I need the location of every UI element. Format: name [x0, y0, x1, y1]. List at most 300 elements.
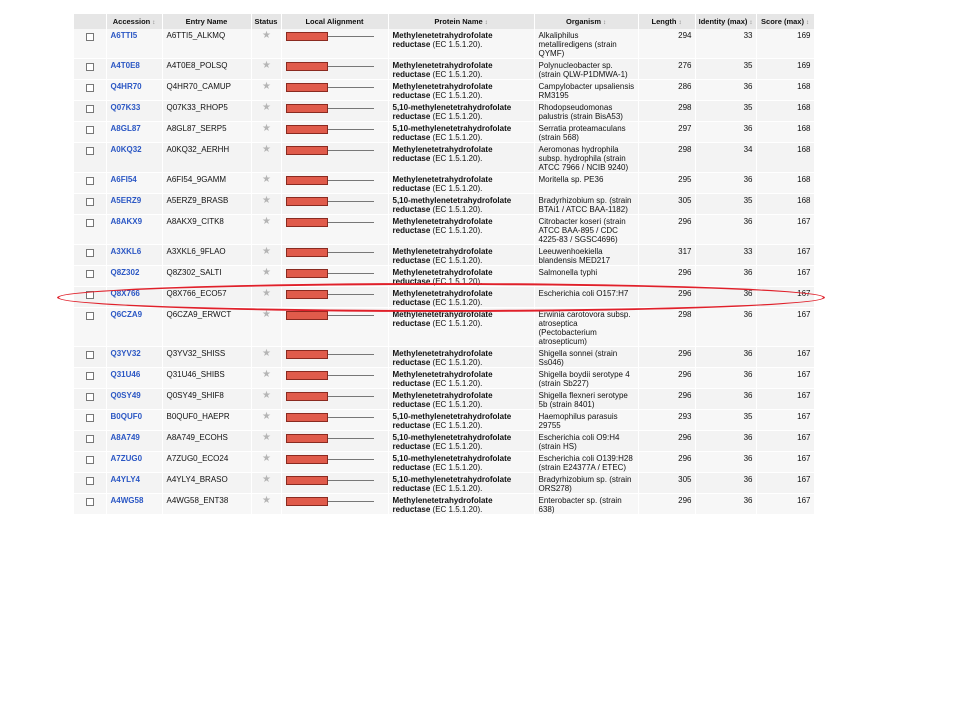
- row-select-checkbox[interactable]: [86, 498, 94, 506]
- alignment-bar[interactable]: [286, 392, 328, 401]
- length-value: 295: [678, 175, 692, 184]
- accession-link[interactable]: Q07K33: [110, 103, 141, 112]
- length-cell: [638, 389, 695, 410]
- organism-name: Moritella sp. PE36: [538, 175, 604, 184]
- protein-name-ec: (EC 1.5.1.20).: [432, 319, 483, 328]
- sort-arrows-icon[interactable]: ↕: [484, 20, 488, 26]
- organism-cell: [534, 122, 638, 143]
- protein-name-cell: [388, 173, 534, 194]
- organism-cell: [534, 368, 638, 389]
- select-cell: [74, 368, 106, 389]
- alignment-bar[interactable]: [286, 248, 328, 257]
- column-header-organism[interactable]: [534, 14, 638, 29]
- row-select-checkbox[interactable]: [86, 177, 94, 185]
- alignment-bar[interactable]: [286, 311, 328, 320]
- alignment-bar[interactable]: [286, 269, 328, 278]
- accession-link[interactable]: A8GL87: [110, 124, 141, 133]
- organism-cell: [534, 287, 638, 308]
- entry-name-cell: [162, 122, 251, 143]
- column-header-score[interactable]: [756, 14, 814, 29]
- score-value: 167: [797, 370, 811, 379]
- alignment-track: [286, 268, 374, 280]
- entry-name-cell: [162, 410, 251, 431]
- status-cell: [251, 389, 281, 410]
- table-row: [74, 101, 814, 122]
- identity-cell: [695, 194, 756, 215]
- accession-link[interactable]: A8A749: [110, 433, 140, 442]
- organism-name: Campylobacter upsaliensis RM3195: [538, 82, 635, 100]
- entry-name-cell: [162, 452, 251, 473]
- accession-cell: [106, 173, 162, 194]
- score-cell: [756, 431, 814, 452]
- identity-value: 36: [743, 268, 753, 277]
- alignment-track: [286, 433, 374, 445]
- accession-link[interactable]: Q8X766: [110, 289, 140, 298]
- length-value: 305: [678, 196, 692, 205]
- alignment-bar[interactable]: [286, 62, 328, 71]
- column-header-label: Entry Name: [185, 17, 228, 26]
- alignment-track: [286, 196, 374, 208]
- accession-link[interactable]: A7ZUG0: [110, 454, 143, 463]
- protein-name-ec: (EC 1.5.1.20).: [432, 256, 483, 265]
- score-cell: [756, 80, 814, 101]
- protein-name-bold: Methylenetetrahydrofolate reductase: [392, 310, 493, 328]
- score-value: 168: [797, 196, 811, 205]
- alignment-bar[interactable]: [286, 176, 328, 185]
- alignment-cell: [281, 389, 388, 410]
- length-value: 296: [678, 289, 692, 298]
- organism-cell: [534, 452, 638, 473]
- results-table: [74, 14, 815, 515]
- entry-name-cell: [162, 308, 251, 347]
- score-value: 167: [797, 475, 811, 484]
- unreviewed-star-icon: ★: [262, 81, 271, 92]
- alignment-bar[interactable]: [286, 104, 328, 113]
- identity-cell: [695, 452, 756, 473]
- select-cell: [74, 80, 106, 101]
- select-cell: [74, 122, 106, 143]
- organism-name: Shigella sonnei (strain Ss046): [538, 349, 618, 367]
- entry-name-cell: [162, 389, 251, 410]
- protein-name-ec: (EC 1.5.1.20).: [432, 379, 483, 388]
- alignment-bar[interactable]: [286, 455, 328, 464]
- organism-name: Alkaliphilus metalliredigens (strain QYMF): [538, 31, 617, 58]
- protein-name-bold: 5,10-methylenetetrahydrofolate reductase: [392, 475, 512, 493]
- protein-name-ec: (EC 1.5.1.20).: [432, 505, 483, 514]
- identity-value: 36: [743, 175, 753, 184]
- score-cell: [756, 101, 814, 122]
- identity-cell: [695, 389, 756, 410]
- unreviewed-star-icon: ★: [262, 144, 271, 155]
- entry-name: Q4HR70_CAMUP: [166, 82, 231, 91]
- score-cell: [756, 389, 814, 410]
- sort-arrows-icon[interactable]: ↕: [749, 20, 753, 26]
- entry-name-cell: [162, 59, 251, 80]
- protein-name-ec: (EC 1.5.1.20).: [432, 40, 483, 49]
- table-body: [74, 29, 814, 515]
- identity-value: 36: [743, 433, 753, 442]
- row-select-checkbox[interactable]: [86, 270, 94, 278]
- score-value: 168: [797, 103, 811, 112]
- identity-cell: [695, 122, 756, 143]
- alignment-cell: [281, 308, 388, 347]
- row-select-checkbox[interactable]: [86, 393, 94, 401]
- score-cell: [756, 410, 814, 431]
- entry-name: A4T0E8_POLSQ: [166, 61, 228, 70]
- protein-name-ec: (EC 1.5.1.20).: [432, 298, 483, 307]
- table-row: [74, 143, 814, 173]
- protein-name-bold: 5,10-methylenetetrahydrofolate reductase: [392, 196, 512, 214]
- identity-cell: [695, 368, 756, 389]
- accession-link[interactable]: A5ERZ9: [110, 196, 142, 205]
- alignment-bar[interactable]: [286, 413, 328, 422]
- organism-cell: [534, 173, 638, 194]
- entry-name: A8AKX9_CITK8: [166, 217, 224, 226]
- identity-cell: [695, 494, 756, 515]
- length-cell: [638, 143, 695, 173]
- status-cell: [251, 347, 281, 368]
- protein-name-ec: (EC 1.5.1.20).: [432, 421, 483, 430]
- length-cell: [638, 494, 695, 515]
- protein-name-ec: (EC 1.5.1.20).: [432, 358, 483, 367]
- organism-name: Erwinia carotovora subsp. atroseptica (Pectobacterium atrosepticum): [538, 310, 631, 346]
- accession-link[interactable]: B0QUF0: [110, 412, 143, 421]
- organism-cell: [534, 29, 638, 59]
- entry-name-cell: [162, 287, 251, 308]
- organism-name: Polynucleobacter sp. (strain QLW-P1DMWA-1): [538, 61, 628, 79]
- identity-value: 36: [743, 370, 753, 379]
- status-cell: [251, 194, 281, 215]
- select-cell: [74, 431, 106, 452]
- accession-link[interactable]: Q6CZA9: [110, 310, 143, 319]
- length-value: 297: [678, 124, 692, 133]
- accession-link[interactable]: A6TTI5: [110, 31, 138, 40]
- alignment-track: [286, 175, 374, 187]
- row-select-checkbox[interactable]: [86, 312, 94, 320]
- protein-name-bold: Methylenetetrahydrofolate reductase: [392, 175, 493, 193]
- organism-cell: [534, 194, 638, 215]
- select-cell: [74, 287, 106, 308]
- table-row: [74, 431, 814, 452]
- score-value: 167: [797, 349, 811, 358]
- score-cell: [756, 308, 814, 347]
- select-cell: [74, 245, 106, 266]
- unreviewed-star-icon: ★: [262, 102, 271, 113]
- entry-name-cell: [162, 245, 251, 266]
- length-cell: [638, 266, 695, 287]
- length-cell: [638, 245, 695, 266]
- score-cell: [756, 368, 814, 389]
- identity-value: 35: [743, 61, 753, 70]
- row-select-checkbox[interactable]: [86, 372, 94, 380]
- identity-value: 36: [743, 310, 753, 319]
- alignment-bar[interactable]: [286, 32, 328, 41]
- alignment-cell: [281, 143, 388, 173]
- identity-value: 35: [743, 412, 753, 421]
- identity-cell: [695, 29, 756, 59]
- score-cell: [756, 173, 814, 194]
- unreviewed-star-icon: ★: [262, 60, 271, 71]
- alignment-cell: [281, 368, 388, 389]
- protein-name-bold: 5,10-methylenetetrahydrofolate reductase: [392, 433, 512, 451]
- protein-name-cell: [388, 473, 534, 494]
- status-cell: [251, 245, 281, 266]
- alignment-bar[interactable]: [286, 434, 328, 443]
- alignment-bar[interactable]: [286, 146, 328, 155]
- row-select-checkbox[interactable]: [86, 219, 94, 227]
- alignment-bar[interactable]: [286, 350, 328, 359]
- organism-name: Enterobacter sp. (strain 638): [538, 496, 622, 514]
- row-select-checkbox[interactable]: [86, 414, 94, 422]
- identity-value: 34: [743, 145, 753, 154]
- row-select-checkbox[interactable]: [86, 147, 94, 155]
- score-value: 167: [797, 433, 811, 442]
- length-cell: [638, 368, 695, 389]
- length-cell: [638, 431, 695, 452]
- identity-cell: [695, 287, 756, 308]
- row-select-checkbox[interactable]: [86, 456, 94, 464]
- sort-arrows-icon[interactable]: ↕: [152, 20, 156, 26]
- organism-cell: [534, 389, 638, 410]
- identity-value: 36: [743, 475, 753, 484]
- organism-cell: [534, 410, 638, 431]
- status-cell: [251, 431, 281, 452]
- accession-cell: [106, 122, 162, 143]
- protein-name-ec: (EC 1.5.1.20).: [432, 205, 483, 214]
- length-cell: [638, 29, 695, 59]
- row-select-checkbox[interactable]: [86, 33, 94, 41]
- score-cell: [756, 194, 814, 215]
- unreviewed-star-icon: ★: [262, 246, 271, 257]
- column-header-label: Local Alignment: [305, 17, 364, 26]
- status-cell: [251, 308, 281, 347]
- alignment-bar[interactable]: [286, 83, 328, 92]
- accession-cell: [106, 194, 162, 215]
- accession-cell: [106, 143, 162, 173]
- entry-name: A0KQ32_AERHH: [166, 145, 230, 154]
- protein-name-ec: (EC 1.5.1.20).: [432, 400, 483, 409]
- length-value: 296: [678, 349, 692, 358]
- protein-name-ec: (EC 1.5.1.20).: [432, 154, 483, 163]
- status-cell: [251, 59, 281, 80]
- length-value: 276: [678, 61, 692, 70]
- score-cell: [756, 59, 814, 80]
- unreviewed-star-icon: ★: [262, 348, 271, 359]
- alignment-track: [286, 412, 374, 424]
- table-row: [74, 410, 814, 431]
- organism-name: Rhodopseudomonas palustris (strain BisA53): [538, 103, 623, 121]
- unreviewed-star-icon: ★: [262, 309, 271, 320]
- alignment-track: [286, 124, 374, 136]
- protein-name-cell: [388, 194, 534, 215]
- entry-name: Q0SY49_SHIF8: [166, 391, 224, 400]
- sort-arrows-icon[interactable]: ↕: [678, 20, 682, 26]
- protein-name-ec: (EC 1.5.1.20).: [432, 133, 483, 142]
- organism-name: Leeuwenhoekiella blandensis MED217: [538, 247, 611, 265]
- identity-value: 33: [743, 31, 753, 40]
- column-header-length[interactable]: [638, 14, 695, 29]
- table-row: [74, 29, 814, 59]
- entry-name: Q31U46_SHIBS: [166, 370, 225, 379]
- table-row: [74, 473, 814, 494]
- row-select-checkbox[interactable]: [86, 84, 94, 92]
- entry-name: Q8X766_ECO57: [166, 289, 227, 298]
- unreviewed-star-icon: ★: [262, 30, 271, 41]
- accession-link[interactable]: A4T0E8: [110, 61, 140, 70]
- accession-link[interactable]: A8AKX9: [110, 217, 143, 226]
- select-cell: [74, 308, 106, 347]
- entry-name-cell: [162, 431, 251, 452]
- row-select-checkbox[interactable]: [86, 291, 94, 299]
- row-select-checkbox[interactable]: [86, 435, 94, 443]
- organism-cell: [534, 80, 638, 101]
- sort-arrows-icon[interactable]: ↕: [603, 20, 606, 26]
- protein-name-bold: Methylenetetrahydrofolate reductase: [392, 268, 493, 286]
- score-value: 169: [797, 61, 811, 70]
- row-select-checkbox[interactable]: [86, 126, 94, 134]
- identity-cell: [695, 308, 756, 347]
- accession-link[interactable]: Q4HR70: [110, 82, 142, 91]
- score-value: 168: [797, 124, 811, 133]
- select-cell: [74, 389, 106, 410]
- unreviewed-star-icon: ★: [262, 474, 271, 485]
- alignment-cell: [281, 173, 388, 194]
- accession-link[interactable]: Q8Z302: [110, 268, 140, 277]
- protein-name-cell: [388, 452, 534, 473]
- organism-name: Haemophilus parasuis 29755: [538, 412, 618, 430]
- entry-name-cell: [162, 143, 251, 173]
- table-header-row: [74, 14, 814, 29]
- select-cell: [74, 266, 106, 287]
- entry-name: A8GL87_SERP5: [166, 124, 227, 133]
- status-cell: [251, 368, 281, 389]
- identity-cell: [695, 347, 756, 368]
- protein-name-ec: (EC 1.5.1.20).: [432, 226, 483, 235]
- accession-link[interactable]: Q0SY49: [110, 391, 141, 400]
- status-cell: [251, 494, 281, 515]
- column-header-identity[interactable]: [695, 14, 756, 29]
- unreviewed-star-icon: ★: [262, 453, 271, 464]
- table-row: [74, 122, 814, 143]
- alignment-bar[interactable]: [286, 371, 328, 380]
- alignment-bar[interactable]: [286, 125, 328, 134]
- unreviewed-star-icon: ★: [262, 411, 271, 422]
- entry-name: Q6CZA9_ERWCT: [166, 310, 232, 319]
- row-select-checkbox[interactable]: [86, 351, 94, 359]
- score-value: 168: [797, 82, 811, 91]
- alignment-cell: [281, 452, 388, 473]
- accession-link[interactable]: Q31U46: [110, 370, 141, 379]
- accession-link[interactable]: A0KQ32: [110, 145, 142, 154]
- organism-cell: [534, 494, 638, 515]
- protein-name-ec: (EC 1.5.1.20).: [432, 112, 483, 121]
- score-cell: [756, 143, 814, 173]
- protein-name-bold: Methylenetetrahydrofolate reductase: [392, 61, 493, 79]
- alignment-cell: [281, 194, 388, 215]
- protein-name-cell: [388, 308, 534, 347]
- accession-link[interactable]: A6FI54: [110, 175, 137, 184]
- protein-name-bold: 5,10-methylenetetrahydrofolate reductase: [392, 103, 512, 121]
- alignment-bar[interactable]: [286, 497, 328, 506]
- organism-cell: [534, 101, 638, 122]
- column-header-select: [74, 14, 106, 29]
- entry-name: A4WG58_ENT38: [166, 496, 229, 505]
- entry-name-cell: [162, 215, 251, 245]
- alignment-track: [286, 454, 374, 466]
- alignment-bar[interactable]: [286, 476, 328, 485]
- row-select-checkbox[interactable]: [86, 198, 94, 206]
- accession-link[interactable]: A4YLY4: [110, 475, 140, 484]
- length-cell: [638, 80, 695, 101]
- protein-name-cell: [388, 368, 534, 389]
- accession-cell: [106, 452, 162, 473]
- protein-name-cell: [388, 287, 534, 308]
- score-cell: [756, 287, 814, 308]
- length-cell: [638, 287, 695, 308]
- organism-name: Salmonella typhi: [538, 268, 598, 277]
- column-header-protein[interactable]: [388, 14, 534, 29]
- alignment-cell: [281, 266, 388, 287]
- alignment-bar[interactable]: [286, 197, 328, 206]
- protein-name-cell: [388, 245, 534, 266]
- alignment-cell: [281, 101, 388, 122]
- score-cell: [756, 29, 814, 59]
- alignment-track: [286, 145, 374, 157]
- organism-name: Shigella boydii serotype 4 (strain Sb227): [538, 370, 630, 388]
- alignment-bar[interactable]: [286, 290, 328, 299]
- protein-name-bold: Methylenetetrahydrofolate reductase: [392, 289, 493, 307]
- alignment-track: [286, 496, 374, 508]
- organism-name: Citrobacter koseri (strain ATCC BAA-895 / CDC 4225-83 / SGSC4696): [538, 217, 626, 244]
- accession-link[interactable]: A3XKL6: [110, 247, 142, 256]
- protein-name-cell: [388, 410, 534, 431]
- unreviewed-star-icon: ★: [262, 216, 271, 227]
- organism-name: Bradyrhizobium sp. (strain ORS278): [538, 475, 632, 493]
- organism-cell: [534, 143, 638, 173]
- organism-cell: [534, 308, 638, 347]
- identity-cell: [695, 215, 756, 245]
- status-cell: [251, 410, 281, 431]
- column-header-label: Identity (max): [698, 17, 748, 26]
- row-select-checkbox[interactable]: [86, 105, 94, 113]
- row-select-checkbox[interactable]: [86, 477, 94, 485]
- status-cell: [251, 215, 281, 245]
- entry-name: Q3YV32_SHISS: [166, 349, 226, 358]
- row-select-checkbox[interactable]: [86, 63, 94, 71]
- length-value: 296: [678, 391, 692, 400]
- length-value: 296: [678, 370, 692, 379]
- alignment-track: [286, 370, 374, 382]
- alignment-track: [286, 247, 374, 259]
- status-cell: [251, 452, 281, 473]
- unreviewed-star-icon: ★: [262, 369, 271, 380]
- row-select-checkbox[interactable]: [86, 249, 94, 257]
- organism-cell: [534, 347, 638, 368]
- column-header-accession[interactable]: [106, 14, 162, 29]
- select-cell: [74, 473, 106, 494]
- accession-link[interactable]: A4WG58: [110, 496, 144, 505]
- sort-arrows-icon[interactable]: ↕: [805, 20, 809, 26]
- alignment-bar[interactable]: [286, 218, 328, 227]
- table-row: [74, 347, 814, 368]
- length-value: 298: [678, 310, 692, 319]
- identity-cell: [695, 59, 756, 80]
- table-row: [74, 245, 814, 266]
- accession-link[interactable]: Q3YV32: [110, 349, 141, 358]
- column-header-align: [281, 14, 388, 29]
- protein-name-cell: [388, 347, 534, 368]
- entry-name: Q07K33_RHOP5: [166, 103, 228, 112]
